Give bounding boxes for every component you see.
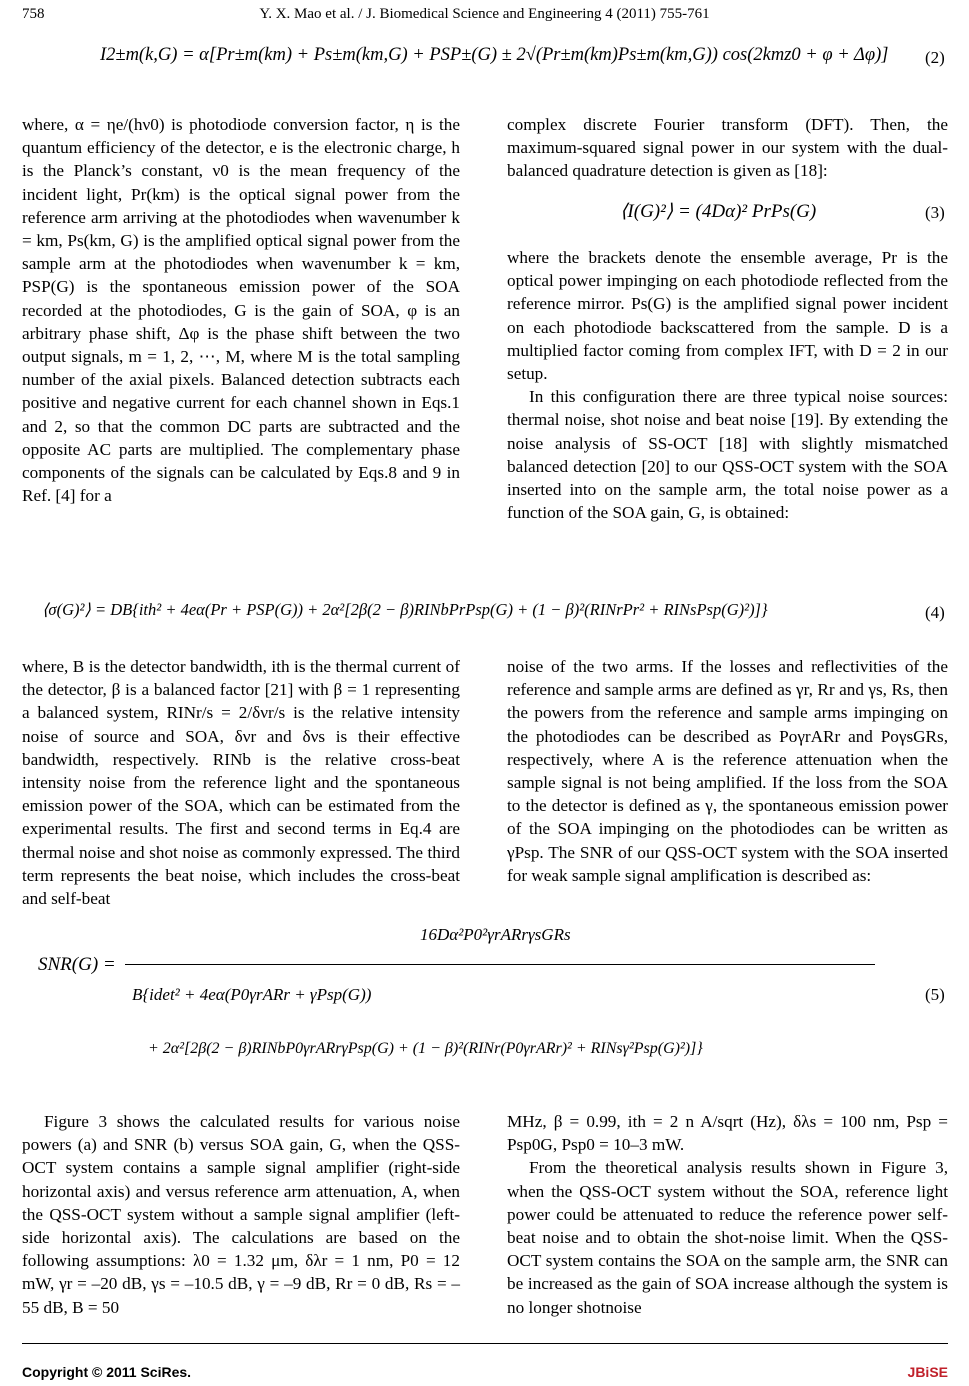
equation-5-denominator-line1: B{idet² + 4eα(P0γrARr + γPsp(G)) xyxy=(132,985,372,1004)
left-column-middle xyxy=(22,655,460,910)
right-column-middle xyxy=(507,246,948,524)
equation-5-numerator: 16Dα²P0²γrARrγsGRs xyxy=(420,925,571,944)
equation-2-number: (2) xyxy=(925,48,945,67)
equation-5-denominator-line2: + 2α²[2β(2 − β)RINbP0γrARrγPsp(G) + (1 − β)²(RINr(P0γrARr)² + RINsγ²Psp(G)²)]} xyxy=(148,1040,703,1057)
page-footer xyxy=(22,1343,948,1380)
right-column-top xyxy=(507,113,948,183)
paragraph: From the theoretical analysis results shown in Figure 3, when the QSS-OCT system without the SOA, reference light power could be attenuated to reduce the reference power self-beat noise and to obtain the shot-noise limit. When the QSS-OCT system contains the SOA on the sample arm, the SNR can be increased as the gain of SOA increase although the system is no longer shotnoise xyxy=(507,1158,948,1317)
equation-2: I2±m(k,G) = α[Pr±m(km) + Ps±m(km,G) + PSP±(G) ± 2√(Pr±m(km)Ps±m(km,G)) cos(2kmz0 + φ + Δφ)] xyxy=(100,45,889,65)
paragraph: where, α = ηe/(hν0) is photodiode conversion factor, η is the quantum efficiency of the detector, e is the electronic charge, h is the Planck’s constant, ν0 is the mean frequency of the incident light, Pr(km) is the optical signal power from the reference arm arriving at the photodiodes when wavenumber k = km, Ps(km, G) is the amplified optical signal power from the sample arm at the photodiodes when wavenumber k = km, PSP(G) is the spontaneous emission power of the SOA recorded at the photodiodes, G is the gain of SOA, φ is an arbitrary phase shift, Δφ is the phase shift between the two output signals, m = 1, 2, ⋯, M, where M is the total sampling number of the axial pixels. Balanced detection subtracts each positive and negative current for each channel shown in Eqs.1 and 2, so that the common DC parts are subtracted and the opposite AC parts are multiplied. The complementary phase components of the signals can be calculated by Eqs.8 and 9 in Ref. [4] for a xyxy=(22,115,460,506)
equation-4-number: (4) xyxy=(925,603,945,622)
equation-5-lhs: SNR(G) = xyxy=(38,954,116,975)
fraction-bar xyxy=(125,964,875,965)
right-column-bottom xyxy=(507,1110,948,1319)
equation-3: ⟨I(G)²⟩ = (4Dα)² PrPs(G) xyxy=(620,201,817,222)
paragraph: noise of the two arms. If the losses and reflectivities of the reference and sample arms are defined as γr, Rr and γs, Rs, then the powers from the reference and sample arms impinging on the photodiodes can be described as PoγrARr and PoγsGRs, respectively, where A is the reference attenuation when the sample signal is not being amplified. If the loss from the SOA to the detector is defined as γ, the spontaneous emission power of the SOA impinging on the photodiodes can be written as γPsp. The SNR of our QSS-OCT system with the SOA inserted for weak sample signal amplification is described as: xyxy=(507,657,948,885)
equation-3-number: (3) xyxy=(925,203,945,222)
running-head: Y. X. Mao et al. / J. Biomedical Science and Engineering 4 (2011) 755-761 xyxy=(259,6,710,22)
equation-4: ⟨σ(G)²⟩ = DB{ith² + 4eα(Pr + PSP(G)) + 2α²[2β(2 − β)RINbPrPsp(G) + (1 − β)²(RINrPr² + RINsPsp(G)²)]} xyxy=(42,600,768,619)
journal-abbreviation: JBiSE xyxy=(907,1364,948,1380)
paragraph: In this configuration there are three typical noise sources: thermal noise, shot noise and beat noise [19]. By extending the noise analysis of SS-OCT [18] with slightly mismatched balanced detection [20] to our QSS-OCT system with the SOA inserted into on the sample arm, the total noise power as a function of the SOA gain, G, is obtained: xyxy=(507,387,948,523)
copyright: Copyright © 2011 SciRes. xyxy=(22,1364,192,1380)
page-number: 758 xyxy=(22,6,45,22)
right-column-lower xyxy=(507,655,948,887)
equation-5-number: (5) xyxy=(925,985,945,1004)
paragraph: where the brackets denote the ensemble average, Pr is the optical power impinging on each photodiode reflected from the reference mirror. Ps(G) is the amplified signal power incident on each photodiode backscattered from the sample. D is a multiplied factor coming from complex IFT, with D = 2 in our setup. xyxy=(507,248,948,384)
left-column-top xyxy=(22,113,460,507)
paragraph: complex discrete Fourier transform (DFT). Then, the maximum-squared signal power in our system with the dual-balanced quadrature detection is given as [18]: xyxy=(507,115,948,181)
running-header xyxy=(0,6,969,26)
paragraph: MHz, β = 0.99, ith = 2 n A/sqrt (Hz), δλs = 100 nm, Psp = Psp0G, Psp0 = 10–3 mW. xyxy=(507,1112,948,1155)
paragraph: where, B is the detector bandwidth, ith is the thermal current of the detector, β is a balanced factor [21] with β = 1 representing a balanced system, RINr/s = 2/δνr/s is the relative intensity noise of source and SOA, δνr and δνs is their effective bandwidth, respectively. RINb is the relative cross-beat intensity noise from the reference light and the spontaneous emission power of the SOA, which can be estimated from the experimental results. The first and second terms in Eq.4 are thermal noise and shot noise as commonly expressed. The third term represents the beat noise, which includes the cross-beat and self-beat xyxy=(22,657,460,909)
left-column-bottom xyxy=(22,1110,460,1319)
paragraph: Figure 3 shows the calculated results for various noise powers (a) and SNR (b) versus SOA gain, G, when the QSS-OCT system contains a sample signal amplifier (right-side horizontal axis) and versus reference arm attenuation, A, when the QSS-OCT system without a sample signal amplifier (left-side horizontal axis). The calculations are based on the following assumptions: λ0 = 1.32 μm, δλr = 1 nm, P0 = 12 mW, γr = –20 dB, γs = –10.5 dB, γ = –9 dB, Rr = 0 dB, Rs = –55 dB, B = 50 xyxy=(22,1112,460,1317)
